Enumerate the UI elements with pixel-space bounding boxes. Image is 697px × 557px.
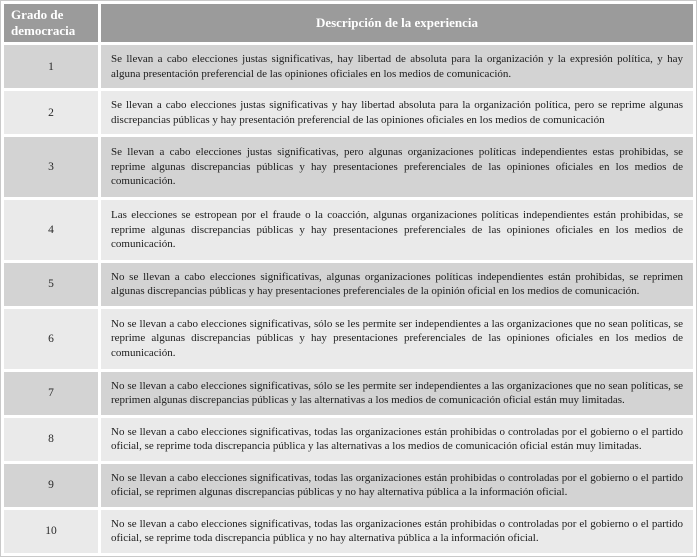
column-header-grado-de-democracia: Grado de democracia bbox=[4, 4, 98, 42]
description-text: No se llevan a cabo elecciones significativas, todas las organizaciones están prohibidas o controladas por el gobierno o el partido oficial, se reprimen algunas discrepancias públicas y no hay alternativa pública a la información oficial. bbox=[101, 464, 693, 507]
description-text: Se llevan a cabo elecciones justas significativas, hay libertad de absoluta para la organización y la expresión política, y hay alguna presentación preferencial de las opiniones oficiales en los medios de comunicación. bbox=[101, 45, 693, 88]
table-row bbox=[4, 418, 693, 461]
grade-value: 4 bbox=[4, 200, 98, 260]
description-text: No se llevan a cabo elecciones significativas, sólo se les permite ser independientes a las organizaciones que no sean políticas, se reprime algunas discrepancias públicas y hay presentaciones preferenciales de las opiniones oficiales en los medios de comunicación. bbox=[101, 309, 693, 369]
header-row bbox=[4, 4, 693, 42]
description-text: No se llevan a cabo elecciones significativas, algunas organizaciones políticas independientes están prohibidas, se reprimen algunas discrepancias públicas y hay presentaciones preferenciales de la opinión oficial en los medios de comunicación. bbox=[101, 263, 693, 306]
table-row bbox=[4, 263, 693, 306]
grade-value: 10 bbox=[4, 510, 98, 553]
table-row bbox=[4, 464, 693, 507]
grade-value: 7 bbox=[4, 372, 98, 415]
grade-value: 5 bbox=[4, 263, 98, 306]
grade-value: 3 bbox=[4, 137, 98, 197]
grade-value: 1 bbox=[4, 45, 98, 88]
description-text: Se llevan a cabo elecciones justas significativas, pero algunas organizaciones políticas independientes estas prohibidas, se reprime algunas discrepancias públicas y hay presentaciones preferenciales de las opiniones oficiales en los medios de comunicación. bbox=[101, 137, 693, 197]
table-row bbox=[4, 91, 693, 134]
table-row bbox=[4, 45, 693, 88]
column-header-descripcion-experiencia: Descripción de la experiencia bbox=[101, 4, 693, 42]
grade-value: 9 bbox=[4, 464, 98, 507]
table-row bbox=[4, 137, 693, 197]
table-row bbox=[4, 372, 693, 415]
description-text: No se llevan a cabo elecciones significativas, todas las organizaciones están prohibidas o controladas por el gobierno o el partido oficial, se reprime toda discrepancia pública y no hay alternativa pública a la información oficial. bbox=[101, 510, 693, 553]
table-row bbox=[4, 200, 693, 260]
description-text: Las elecciones se estropean por el fraude o la coacción, algunas organizaciones políticas independientes están prohibidas, se reprime algunas discrepancias públicas y hay presentaciones preferenciales de las opiniones oficiales en los medios de comunicación. bbox=[101, 200, 693, 260]
description-text: Se llevan a cabo elecciones justas significativas y hay libertad absoluta para la organización política, pero se reprime algunas discrepancias públicas y hay presentación preferencial de las opiniones oficiales en los medios de comunicación bbox=[101, 91, 693, 134]
description-text: No se llevan a cabo elecciones significativas, sólo se les permite ser independientes a las organizaciones que no sean políticas, se reprimen algunas discrepancias públicas y las alternativas a los medios de comunicación oficial están muy limitadas. bbox=[101, 372, 693, 415]
democracy-degree-table bbox=[1, 1, 696, 556]
grade-value: 6 bbox=[4, 309, 98, 369]
grade-value: 2 bbox=[4, 91, 98, 134]
grade-value: 8 bbox=[4, 418, 98, 461]
table-row bbox=[4, 510, 693, 553]
table-row bbox=[4, 309, 693, 369]
description-text: No se llevan a cabo elecciones significativas, todas las organizaciones están prohibidas o controladas por el gobierno o el partido oficial, se reprime toda discrepancia pública y las alternativas a los medios de comunicación oficial están muy limitadas. bbox=[101, 418, 693, 461]
